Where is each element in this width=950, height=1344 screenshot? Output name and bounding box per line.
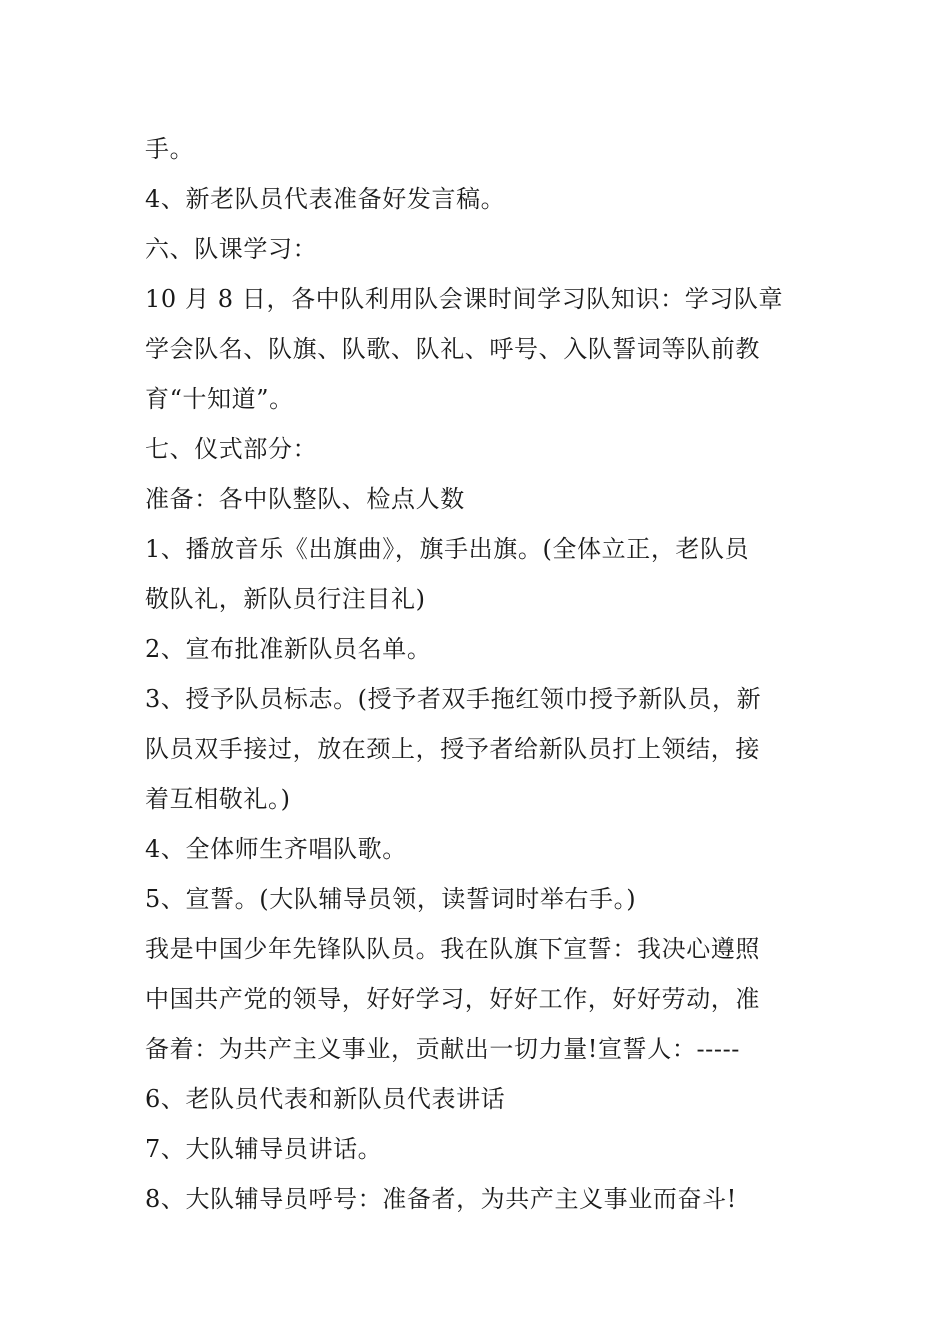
section-heading: 七、仪式部分： xyxy=(145,435,318,463)
text-line: 3、授予队员标志。(授予者双手拖红领巾授予新队员，新 xyxy=(145,685,762,713)
oath-text-line: 中国共产党的领导，好好学习，好好工作，好好劳动，准 xyxy=(145,985,760,1013)
document-body xyxy=(145,124,810,1224)
text-line: 4、全体师生齐唱队歌。 xyxy=(145,835,407,863)
section-heading: 六、队课学习： xyxy=(145,235,318,263)
text-line: 1、播放音乐《出旗曲》，旗手出旗。(全体立正，老队员 xyxy=(145,535,750,563)
text-line: 敬队礼，新队员行注目礼) xyxy=(145,585,426,613)
text-line: 手。 xyxy=(145,135,195,163)
text-line: 8、大队辅导员呼号：准备者，为共产主义事业而奋斗! xyxy=(145,1185,737,1213)
text-line: 队员双手接过，放在颈上，授予者给新队员打上领结，接 xyxy=(145,735,760,763)
text-line: 4、新老队员代表准备好发言稿。 xyxy=(145,185,506,213)
text-line: 准备：各中队整队、检点人数 xyxy=(145,485,465,513)
oath-text-line: 备着：为共产主义事业，贡献出一切力量!宣誓人：----- xyxy=(145,1035,740,1063)
text-line: 5、宣誓。(大队辅导员领，读誓词时举右手。) xyxy=(145,885,637,913)
text-line: 7、大队辅导员讲话。 xyxy=(145,1135,383,1163)
text-line: 着互相敬礼。) xyxy=(145,785,291,813)
text-line: 6、老队员代表和新队员代表讲话 xyxy=(145,1085,506,1113)
text-line: 育“十知道”。 xyxy=(145,385,294,413)
text-line: 10 月 8 日，各中队利用队会课时间学习队知识：学习队章 xyxy=(145,285,784,313)
text-line: 学会队名、队旗、队歌、队礼、呼号、入队誓词等队前教 xyxy=(145,335,760,363)
oath-text-line: 我是中国少年先锋队队员。我在队旗下宣誓：我决心遵照 xyxy=(145,935,760,963)
text-line: 2、宣布批准新队员名单。 xyxy=(145,635,432,663)
